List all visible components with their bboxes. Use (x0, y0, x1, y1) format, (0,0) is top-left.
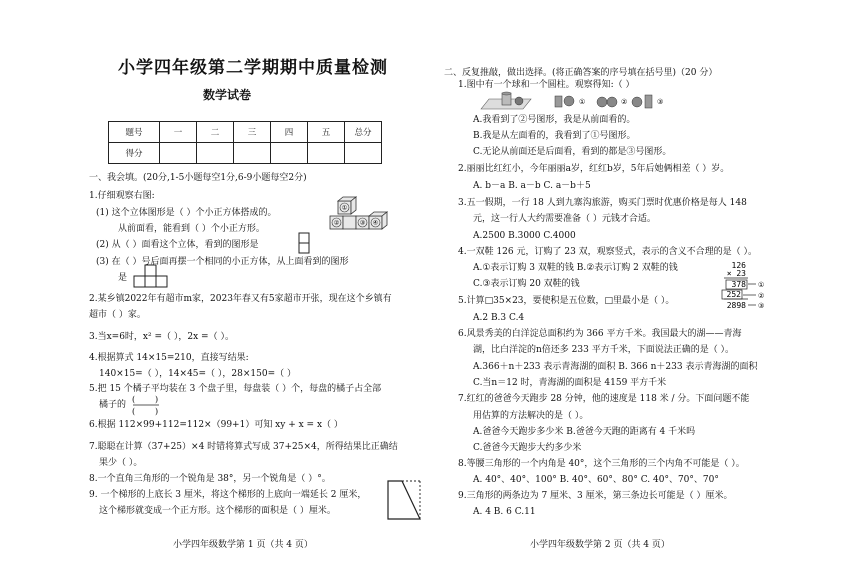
exam-subtitle: 数学试卷 (203, 88, 252, 102)
question-text: 7.红红的爸爸今天跑步 28 分钟，他的速度是 118 米 / 分。下面问题不能 (458, 394, 750, 404)
view-label: ② (621, 98, 628, 106)
svg-text:): ) (155, 395, 159, 404)
question-text: 用估算的方法解决的是（ ）。 (473, 411, 589, 421)
option-text: B.我是从左面看的，我看到了①号图形。 (473, 131, 636, 141)
score-header-cell: 二 (197, 122, 234, 143)
page-footer: 小学四年级数学第 2 页（共 4 页） (530, 540, 670, 550)
mult-row1: 378 (731, 280, 746, 289)
score-cell[interactable] (308, 143, 345, 164)
option-text: A.爸爸今天跑步多少米 B.爸爸今天跑的距离有 4 千米吗 (473, 427, 696, 437)
option-text: A.①表示订购 3 双鞋的钱 B.②表示订购 2 双鞋的钱 (473, 263, 678, 273)
score-cell[interactable] (160, 143, 197, 164)
question-text: 4.根据算式 14×15=210，直接写结果: (89, 353, 249, 363)
section2-heading: 二、反复推敲，做出选择。(将正确答案的序号填在括号里)（20 分） (444, 68, 718, 78)
question-text: 9. 一个梯形的上底长 3 厘米，将这个梯形的上底向一端延长 2 厘米， (89, 490, 367, 500)
cube-label: ③ (359, 219, 366, 227)
mult-result: 2898 (726, 301, 746, 310)
fraction-blank[interactable] (131, 394, 161, 416)
mult-row2: 252 (726, 290, 741, 299)
question-text: 这个梯形就变成一个正方形。这个梯形的面积是（ ）厘米。 (99, 506, 336, 516)
question-text: 7.聪聪在计算（37+25）×4 时错将算式写成 37+25×4，所得结果比正确结 (89, 442, 398, 452)
score-header-cell: 五 (308, 122, 345, 143)
ball-cylinder-scene (477, 91, 533, 111)
svg-text:(: ( (132, 407, 136, 416)
front-view-figure (298, 232, 320, 254)
vertical-multiplication (716, 260, 778, 316)
question-text: 湖，比白洋淀的n倍还多 233 平方千米，下面说法正确的是（ ）。 (473, 345, 735, 355)
option-text: A.2 B.3 C.4 (473, 313, 525, 323)
question-text: 5.计算□35×23，要使积是五位数，□里最小是（ ）。 (458, 296, 675, 306)
option-text: A.366＋n＋233 表示青海湖的面积 B. 366 n＋233 表示青海湖的面积 (473, 362, 758, 372)
question-text: 8.一个直角三角形的一个锐角是 38°，另一个锐角是（ ）°。 (89, 474, 331, 484)
question-text: 橘子的 (99, 400, 127, 410)
option-text: A.2500 B.3000 C.4000 (473, 231, 576, 241)
score-header-cell: 一 (160, 122, 197, 143)
score-header-cell: 三 (234, 122, 271, 143)
mult-multiplier: × 23 (726, 269, 746, 278)
view-label: ① (579, 98, 586, 106)
three-views-figure (549, 91, 669, 111)
score-table (108, 121, 382, 164)
score-header-cell: 四 (271, 122, 308, 143)
question-text: 3.五一假期，一行 18 人到九寨沟旅游，购买门票时优惠价格是每人 148 (458, 198, 747, 208)
svg-text:(: ( (132, 395, 136, 404)
cube-label: ② (333, 219, 340, 227)
page-footer: 小学四年级数学第 1 页（共 4 页） (173, 540, 313, 550)
score-row-label: 得分 (109, 143, 160, 164)
option-text: A. 40°、40°、100° B. 40°、60°、80° C. 40°、70°、70° (473, 475, 719, 485)
question-text: 6.风景秀美的白洋淀总面积约为 366 平方千米。我国最大的湖——青海 (458, 329, 742, 339)
question-text: 8.等腰三角形的一个内角是 40°，这个三角形的三个内角不可能是（ ）。 (458, 459, 745, 469)
option-text: C.无论从前面还是后面看，看到的都是③号图形。 (473, 147, 672, 157)
question-text: 9.三角形的两条边为 7 厘米、3 厘米，第三条边长可能是（ ）厘米。 (458, 491, 733, 501)
score-table-score-row (109, 143, 382, 164)
score-header-cell: 总分 (345, 122, 382, 143)
question-text: 3.当x=6时，x² =（ ），2x =（ ）。 (89, 332, 234, 342)
score-table-header-row (109, 122, 382, 143)
question-text: 1.图中有一个球和一个圆柱。观察得知:（ ） (458, 80, 635, 90)
option-text: A. 4 B. 6 C.11 (473, 507, 536, 517)
option-text: C.③表示订购 20 双鞋的钱 (473, 279, 580, 289)
question-text: (3) 在（ ）号后面再摆一个相同的小正方体，从上面看到的图形 (96, 257, 349, 267)
score-header-cell: 题号 (109, 122, 160, 143)
question-text: (1) 这个立体图形是（ ）个小正方体搭成的。 (96, 208, 277, 218)
mult-tag: ③ (758, 302, 765, 310)
question-text: 140×15=（ ），14×45=（ ），28×150=（ ） (99, 369, 296, 379)
question-text: 是 (118, 273, 128, 283)
cube-label: ① (341, 204, 348, 212)
score-cell[interactable] (345, 143, 382, 164)
cube-label: ④ (372, 219, 379, 227)
mult-tag: ① (758, 281, 765, 289)
score-cell[interactable] (271, 143, 308, 164)
trapezoid-figure (386, 479, 422, 521)
score-cell[interactable] (234, 143, 271, 164)
option-text: C.爸爸今天跑步大约多少米 (473, 443, 582, 453)
question-text: 元，这一行人大约需要准备（ ）元钱才合适。 (473, 214, 656, 224)
option-text: A. b－a B. a－b C. a－b＋5 (473, 181, 591, 191)
page-2 (430, 0, 860, 588)
cube-stack-figure (326, 196, 392, 236)
section1-heading: 一、我会填。(20分,1-5小题每空1分,6-9小题每空2分) (89, 173, 307, 183)
top-view-figure (133, 264, 177, 290)
view-label: ③ (657, 98, 664, 106)
question-text: 从前面看，能看到（ ）个小正方形。 (118, 224, 265, 234)
question-text: 2.丽丽比红红小，今年丽丽a岁，红红b岁，5年后她俩相差（ ）岁。 (458, 164, 730, 174)
question-text: 6.根据 112×99+112=112×（99+1）可知 xy + x = x（ ） (89, 420, 343, 430)
question-text: 1.仔细观察右图: (89, 191, 155, 201)
question-text: 5.把 15 个橘子平均装在 3 个盘子里，每盘装（ ）个，每盘的橘子占全部 (89, 384, 382, 394)
svg-text:): ) (155, 407, 159, 416)
mult-tag: ② (758, 292, 765, 300)
option-text: A.我看到了②号图形，我是从前面看的。 (473, 115, 636, 125)
question-text: 2.某乡镇2022年有超市m家，2023年春又有5家超市开张，现在这个乡镇有 (89, 294, 392, 304)
exam-title: 小学四年级第二学期期中质量检测 (118, 58, 388, 78)
question-text: (2) 从（ ）面看这个立体，看到的图形是 (96, 240, 259, 250)
question-text: 4.一双鞋 126 元，订购了 23 双，观察竖式，表示的含义不合理的是（ ）。 (458, 247, 758, 257)
score-cell[interactable] (197, 143, 234, 164)
option-text: C.当n＝12 时，青海湖的面积是 4159 平方千米 (473, 378, 667, 388)
mult-top: 126 (731, 261, 746, 270)
question-text: 果少（ ）。 (99, 458, 143, 468)
question-text: 超市（ ）家。 (89, 310, 146, 320)
